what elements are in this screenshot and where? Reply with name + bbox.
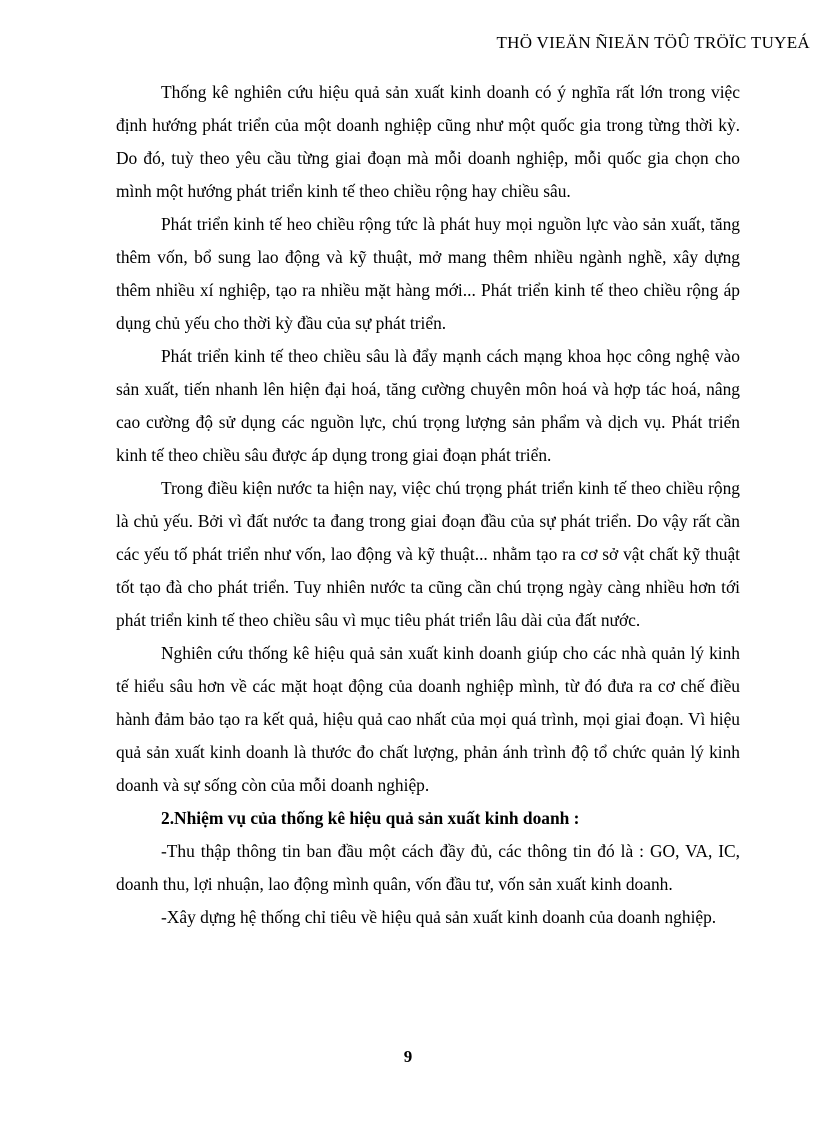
section-paragraph: -Thu thập thông tin ban đầu một cách đầy đủ, các thông tin đó là : GO, VA, IC, doanh thu, lợi nhuận, lao động mình quân, vốn đầu tư, vốn sản xuất kinh doanh. [116,841,740,894]
section-paragraph: -Xây dựng hệ thống chỉ tiêu về hiệu quả sản xuất kinh doanh của doanh nghiệp. [161,907,717,927]
page-number: 9 [403,1047,413,1066]
body-paragraph: Phát triển kinh tế theo chiều sâu là đẩy mạnh cách mạng khoa học công nghệ vào sản xuất, tiến nhanh lên hiện đại hoá, tăng cường chuyên môn hoá và hợp tác hoá, nâng cao cường độ sử dụng các nguồn lực, chú trọng lượng sản phẩm và dịch vụ. Phát triển kinh tế theo chiều sâu được áp dụng trong giai đoạn phát triển. [116,346,740,465]
body-paragraph: Nghiên cứu thống kê hiệu quả sản xuất kinh doanh giúp cho các nhà quản lý kinh tế hiểu sâu hơn về các mặt hoạt động của doanh nghiệp mình, từ đó đưa ra cơ chế điều hành đảm bảo tạo ra kết quả, hiệu quả cao nhất của mọi quá trình, mọi giai đoạn. Vì hiệu quả sản xuất kinh doanh là thước đo chất lượng, phản ánh trình độ tổ chức quản lý kinh doanh và sự sống còn của mỗi doanh nghiệp. [116,643,740,795]
body-paragraph: Phát triển kinh tế heo chiều rộng tức là phát huy mọi nguồn lực vào sản xuất, tăng thêm vốn, bổ sung lao động và kỹ thuật, mở mang thêm nhiều ngành nghề, xây dựng thêm nhiều xí nghiệp, tạo ra nhiều mặt hàng mới... Phát triển kinh tế theo chiều rộng áp dụng chủ yếu cho thời kỳ đầu của sự phát triển. [116,214,740,333]
body-paragraph: Trong điều kiện nước ta hiện nay, việc chú trọng phát triển kinh tế theo chiều rộng là chủ yếu. Bởi vì đất nước ta đang trong giai đoạn đầu của sự phát triển. Do vậy rất cần các yếu tố phát triển như vốn, lao động và kỹ thuật... nhằm tạo ra cơ sở vật chất kỹ thuật tốt tạo đà cho phát triển. Tuy nhiên nước ta cũng cần chú trọng ngày càng nhiều hơn tới phát triển kinh tế theo chiều sâu vì mục tiêu phát triển lâu dài của đất nước. [116,478,740,630]
body-paragraph: Thống kê nghiên cứu hiệu quả sản xuất kinh doanh có ý nghĩa rất lớn trong việc định hướng phát triển của một doanh nghiệp cũng như một quốc gia trong từng thời kỳ. Do đó, tuỳ theo yêu cầu từng giai đoạn mà mỗi doanh nghiệp, mỗi quốc gia chọn cho mình một hướng phát triển kinh tế theo chiều rộng hay chiều sâu. [116,82,740,201]
section-heading: 2.Nhiệm vụ của thống kê hiệu quả sản xuất kinh doanh : [161,808,580,828]
page-header: THÖ VIEÄN ÑIEÄN TÖÛ TRÖÏC TUYEÁ [496,33,810,52]
document-body [116,76,740,934]
